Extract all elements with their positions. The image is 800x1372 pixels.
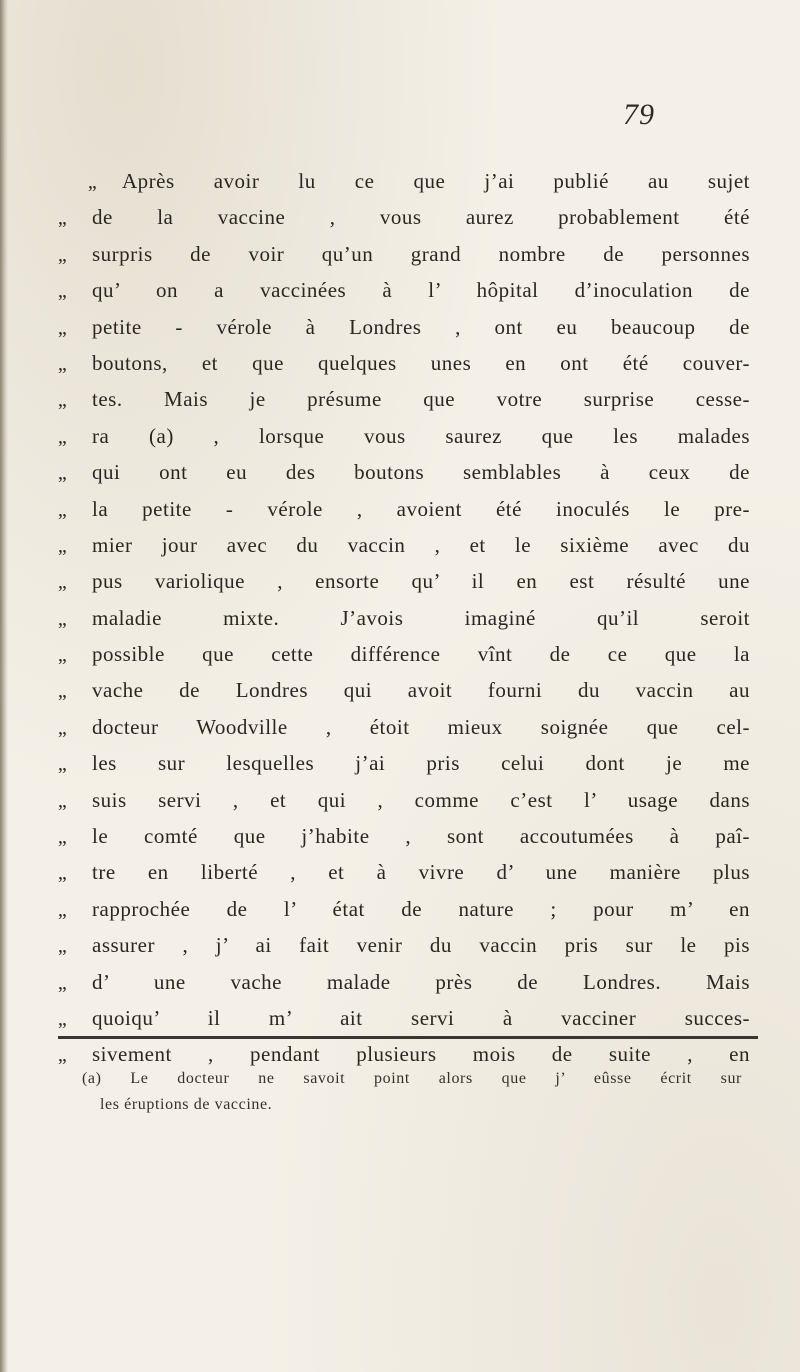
text-line: ,, suis servi , et qui , comme c’est l’ usage dans — [58, 782, 758, 818]
text-line: ,, vache de Londres qui avoit fourni du vaccin au — [58, 672, 758, 708]
footnote — [82, 1066, 742, 1118]
quote-mark: ,, — [58, 1007, 66, 1030]
text-line: ,, d’ une vache malade près de Londres. Mais — [58, 964, 758, 1000]
text-line: ,, le comté que j’habite , sont accoutumées à paî- — [58, 818, 758, 854]
text-line: ,, quoiqu’ il m’ ait servi à vacciner succes- — [58, 1000, 758, 1036]
quote-mark: ,, — [58, 352, 66, 375]
quote-mark: ,, — [58, 425, 66, 448]
text-line: ,, ra (a) , lorsque vous saurez que les malades — [58, 418, 758, 454]
text-line: ,, de la vaccine , vous aurez probablement été — [58, 199, 758, 235]
quote-mark: ,, — [58, 826, 66, 849]
quote-mark: ,, — [58, 280, 66, 303]
text-line: ,, rapprochée de l’ état de nature ; pour m’ en — [58, 891, 758, 927]
text-line: ,, sivement , pendant plusieurs mois de suite , en — [58, 1036, 758, 1072]
text-line: ,, maladie mixte. J’avois imaginé qu’il seroit — [58, 600, 758, 636]
text-line: ,, assurer , j’ ai fait venir du vaccin pris sur le pis — [58, 927, 758, 963]
text-line: ,, les sur lesquelles j’ai pris celui dont je me — [58, 745, 758, 781]
quote-mark: ,, — [58, 716, 66, 739]
quote-mark: ,, — [58, 862, 66, 885]
quote-mark: ,, — [58, 207, 66, 230]
footnote-divider — [58, 1036, 758, 1039]
text-line: ,, mier jour avec du vaccin , et le sixième avec du — [58, 527, 758, 563]
quote-mark: ,, — [58, 243, 66, 266]
quote-mark: ,, — [58, 644, 66, 667]
page-number: 79 — [623, 98, 655, 131]
text-line: ,, boutons, et que quelques unes en ont été couver- — [58, 345, 758, 381]
text-line: ,, docteur Woodville , étoit mieux soignée que cel- — [58, 709, 758, 745]
text-line: ,, tre en liberté , et à vivre d’ une manière plus — [58, 854, 758, 890]
quote-mark: ,, — [58, 753, 66, 776]
body-text — [58, 163, 758, 1073]
quote-mark: ,, — [58, 1044, 66, 1067]
footnote-line: (a) Le docteur ne savoit point alors que j’ eûsse écrit sur — [82, 1070, 742, 1087]
quote-mark: ,, — [58, 498, 66, 521]
quote-mark: ,, — [58, 534, 66, 557]
quote-mark: ,, — [58, 935, 66, 958]
quote-mark: ,, — [58, 571, 66, 594]
text-line: ,, petite - vérole à Londres , ont eu beaucoup de — [58, 309, 758, 345]
quote-mark: ,, — [58, 971, 66, 994]
text-line: ,, pus variolique , ensorte qu’ il en est résulté une — [58, 563, 758, 599]
quote-mark: ,, — [58, 462, 66, 485]
quote-mark: ,, — [58, 316, 66, 339]
text-line: ,, qu’ on a vaccinées à l’ hôpital d’inoculation de — [58, 272, 758, 308]
quote-mark: ,, — [88, 171, 96, 193]
text-line: ,, la petite - vérole , avoient été inoculés le pre- — [58, 491, 758, 527]
text-line: ,, possible que cette différence vînt de ce que la — [58, 636, 758, 672]
text-line: ,, Après avoir lu ce que j’ai publié au sujet — [58, 163, 758, 199]
quote-mark: ,, — [58, 389, 66, 412]
quote-mark: ,, — [58, 789, 66, 812]
quote-mark: ,, — [58, 898, 66, 921]
text-line: ,, tes. Mais je présume que votre surprise cesse- — [58, 381, 758, 417]
text-line: ,, surpris de voir qu’un grand nombre de personnes — [58, 236, 758, 272]
quote-mark: ,, — [58, 607, 66, 630]
binding-edge — [0, 0, 8, 1372]
footnote-line: les éruptions de vaccine. — [100, 1096, 273, 1113]
text-line: ,, qui ont eu des boutons semblables à ceux de — [58, 454, 758, 490]
quote-mark: ,, — [58, 680, 66, 703]
